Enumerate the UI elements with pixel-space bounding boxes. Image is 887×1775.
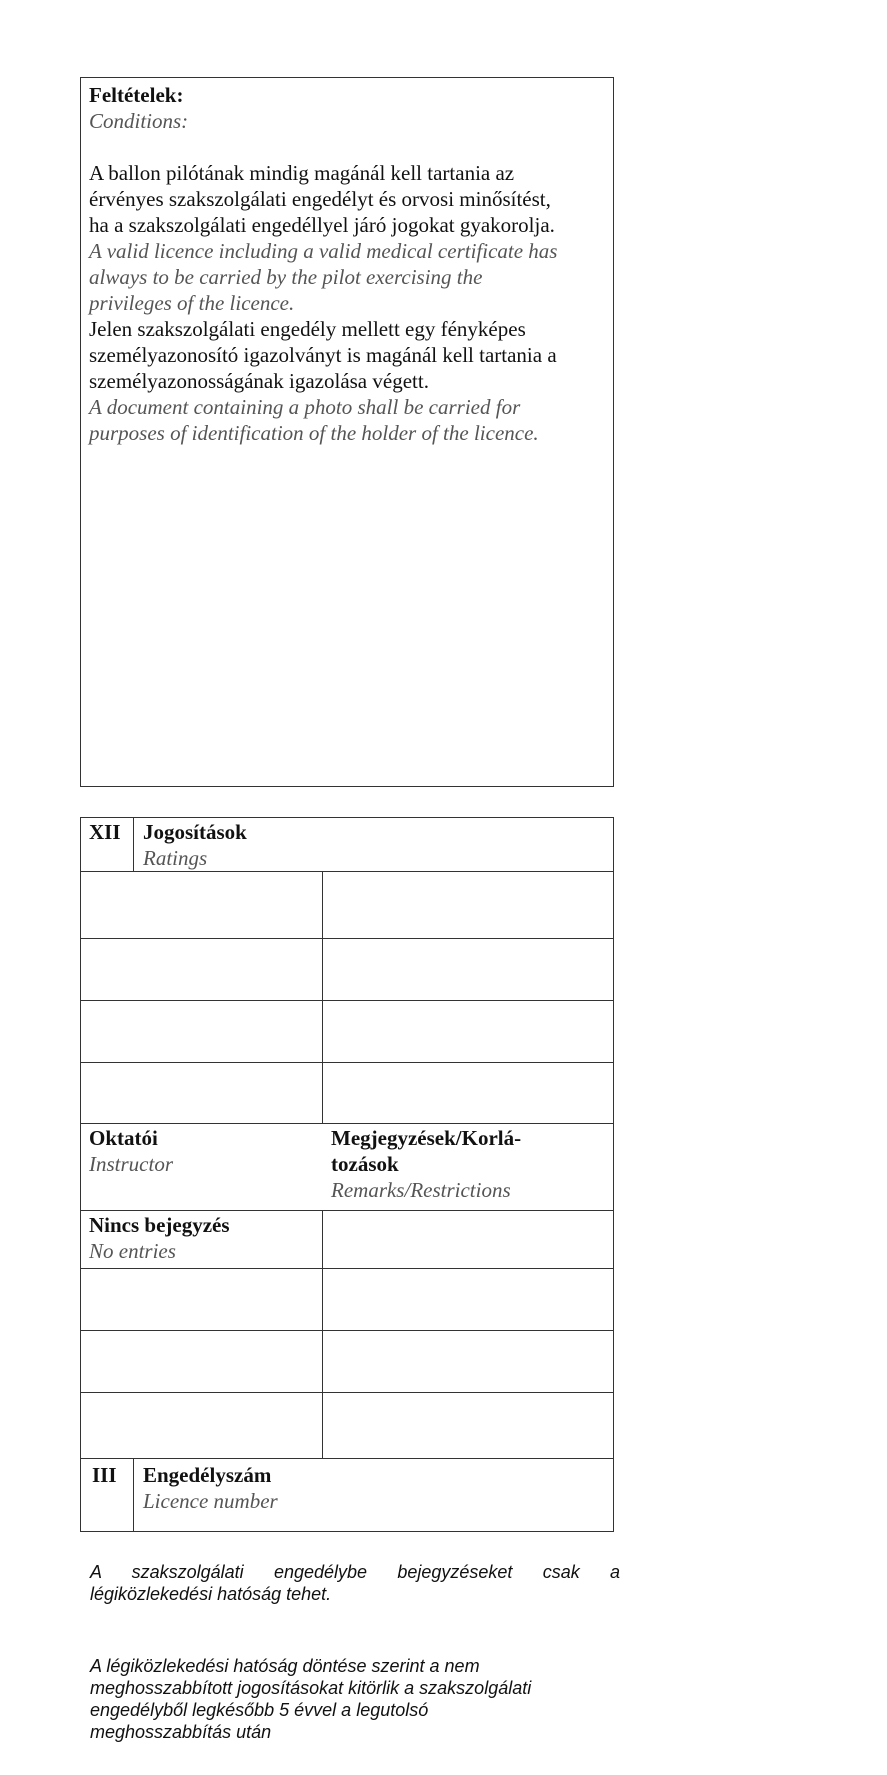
conditions-line: ha a szakszolgálati engedéllyel járó jogokat gyakorolja. — [89, 213, 555, 237]
ratings-column-divider — [322, 1210, 323, 1458]
note-line: meghosszabbítás után — [90, 1722, 272, 1742]
ratings-title-en: Ratings — [143, 846, 208, 870]
ratings-column-divider — [322, 871, 323, 1123]
table-rule — [80, 1458, 614, 1459]
licence-title: Engedélyszám — [143, 1463, 272, 1487]
ratings-number-divider — [133, 817, 134, 871]
note-line: A légiközlekedési hatóság döntése szerint a nem — [90, 1656, 480, 1676]
instructor-label-en: Instructor — [89, 1152, 173, 1176]
conditions-line: always to be carried by the pilot exercising the — [89, 265, 483, 289]
table-rule — [80, 1330, 614, 1331]
conditions-line: privileges of the licence. — [89, 291, 295, 315]
licence-header — [143, 1462, 278, 1514]
conditions-line: A valid licence including a valid medical certificate has — [89, 239, 558, 263]
remarks-label: Megjegyzések/Korlá- — [331, 1126, 522, 1150]
conditions-line: A ballon pilótának mindig magánál kell tartania az — [89, 161, 515, 185]
conditions-para1-hu — [89, 160, 609, 238]
table-rule — [80, 1000, 614, 1001]
conditions-line: érvényes szakszolgálati engedélyt és orvosi minősítést, — [89, 187, 551, 211]
conditions-line: purposes of identification of the holder of the licence. — [89, 421, 539, 445]
remarks-label: tozások — [331, 1152, 399, 1176]
note-line: A szakszolgálati engedélybe bejegyzéseket csak a — [90, 1562, 620, 1582]
conditions-para1-en — [89, 238, 609, 316]
note-ratings-deletion — [90, 1655, 620, 1743]
conditions-para2-hu — [89, 316, 609, 394]
table-rule — [80, 1062, 614, 1063]
table-rule — [80, 1268, 614, 1269]
table-rule — [80, 871, 614, 872]
table-rule — [80, 1392, 614, 1393]
conditions-line: személyazonosságának igazolása végett. — [89, 369, 429, 393]
remarks-cell — [331, 1125, 521, 1203]
no-entries-label: Nincs bejegyzés — [89, 1213, 230, 1237]
remarks-label-en: Remarks/Restrictions — [331, 1178, 511, 1202]
conditions-heading: Feltételek: — [89, 83, 184, 107]
conditions-section — [89, 82, 609, 446]
table-rule — [80, 938, 614, 939]
conditions-heading-en: Conditions: — [89, 109, 189, 133]
licence-number-divider — [133, 1458, 134, 1532]
ratings-header — [143, 819, 247, 871]
conditions-line: A document containing a photo shall be carried for — [89, 395, 521, 419]
instructor-label: Oktatói — [89, 1126, 158, 1150]
conditions-line: Jelen szakszolgálati engedély mellett egy fényképes — [89, 317, 526, 341]
note-line: engedélyből legkésőbb 5 évvel a legutolsó — [90, 1700, 429, 1720]
table-rule — [80, 1123, 614, 1124]
conditions-line: személyazonosító igazolványt is magánál kell tartania a — [89, 343, 557, 367]
no-entries-cell — [89, 1212, 230, 1264]
licence-title-en: Licence number — [143, 1489, 278, 1513]
conditions-para2-en — [89, 394, 609, 446]
note-line: meghosszabbított jogosításokat kitörlik a szakszolgálati — [90, 1678, 532, 1698]
licence-section-number: III — [92, 1463, 117, 1487]
note-line: légiközlekedési hatóság tehet. — [90, 1584, 332, 1604]
ratings-section-number: XII — [89, 820, 121, 844]
ratings-title: Jogosítások — [143, 820, 247, 844]
note-entries-authority — [90, 1561, 620, 1605]
instructor-cell — [89, 1125, 173, 1177]
table-rule — [80, 1210, 614, 1211]
no-entries-label-en: No entries — [89, 1239, 176, 1263]
